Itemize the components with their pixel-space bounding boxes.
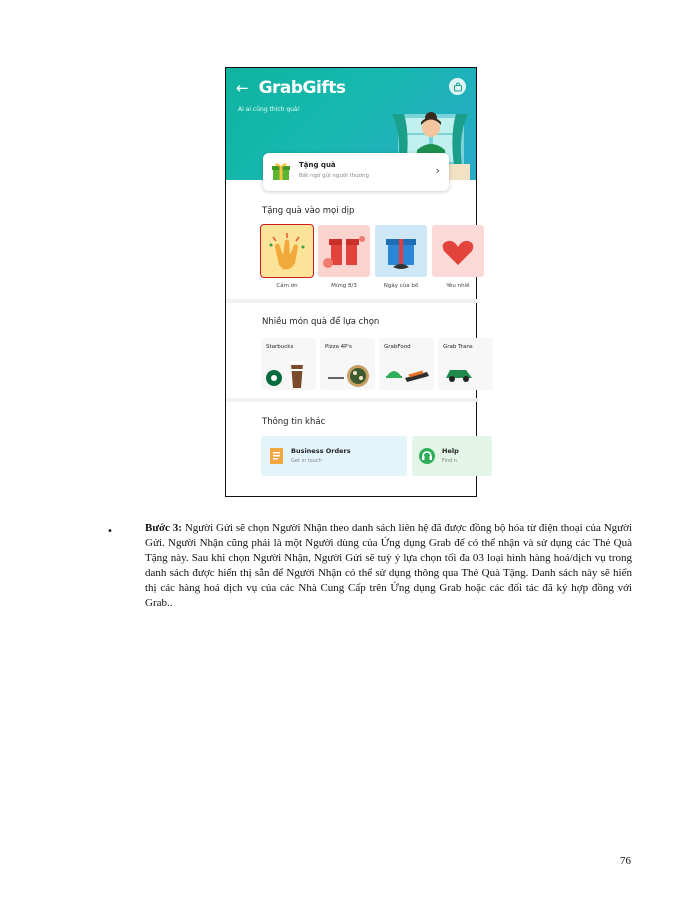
app-logo: GrabGifts — [258, 78, 346, 98]
starbucks-icon — [265, 358, 313, 388]
product-name: Pizza 4P's — [325, 344, 352, 350]
gift-bag-icon[interactable] — [449, 78, 466, 95]
back-arrow-icon[interactable]: ← — [236, 78, 249, 97]
products-section-title: Nhiều món quà để lựa chọn — [262, 317, 380, 327]
gift-box-icon — [271, 161, 291, 181]
business-orders-title: Business Orders — [291, 447, 351, 455]
page-number: 76 — [620, 855, 631, 867]
product-grab-transport[interactable] — [438, 338, 493, 390]
occasions-section-title: Tặng quà vào mọi dịp — [262, 206, 355, 216]
red-gift-icon — [318, 225, 370, 277]
step-paragraph — [145, 521, 632, 611]
tagline: Ai ai cũng thích quà! — [238, 106, 301, 113]
product-grabfood[interactable] — [379, 338, 434, 390]
occasions-carousel — [261, 225, 470, 295]
occasion-thank-you[interactable] — [261, 225, 313, 289]
headset-icon — [418, 447, 436, 465]
occasion-label: Ngày của bố — [383, 283, 419, 289]
pizza-icon — [326, 360, 372, 388]
help-card[interactable] — [412, 436, 492, 476]
occasion-womens-day[interactable] — [318, 225, 370, 289]
send-gift-subtitle: Bất ngờ gửi người thương — [299, 173, 369, 179]
blue-gift-icon — [375, 225, 427, 277]
occasion-label: Cảm ơn — [276, 283, 298, 289]
product-pizza-4ps[interactable] — [320, 338, 375, 390]
business-orders-card[interactable] — [261, 436, 407, 476]
occasion-fathers-day[interactable] — [375, 225, 427, 289]
clapping-hands-icon — [261, 225, 313, 277]
chevron-right-icon: › — [435, 164, 440, 177]
business-orders-subtitle: Get in touch — [291, 458, 322, 464]
product-name: GrabFood — [384, 344, 411, 350]
step-label: Bước 3: — [145, 522, 182, 534]
document-icon — [268, 447, 286, 465]
help-title: Help — [442, 447, 459, 455]
product-name: Starbucks — [266, 344, 294, 350]
bullet-point: • — [107, 526, 113, 537]
heart-icon — [432, 225, 484, 277]
send-gift-title: Tặng quà — [299, 161, 336, 169]
occasion-label: Mừng 8/3 — [331, 283, 357, 289]
product-name: Grab Trans — [443, 344, 473, 350]
products-carousel — [261, 338, 478, 393]
step-text: Người Gửi sẽ chọn Người Nhận theo danh sách liên hệ đã được đồng bộ hóa từ điện thoại của Người Gửi. Người Nhận cũng phải là một Người dùng của Ứng dụng Grab để có thể nhận và sử dụng các Thẻ Quà Tặng này. Sau khi chọn Người Nhận, Người Gửi sẽ tuỳ ý lựa chọn tối đa 03 loại hình hàng hoá/dịch vụ trong danh sách được hiển thị sẵn để Người Nhận có thể sử dụng thông qua Thẻ Quà Tặng. Danh sách này sẽ hiển thị các hàng hoá dịch vụ của các Nhà Cung Cấp trên Ứng dụng Grab hoặc các đối tác đã ký hợp đồng với Grab.. — [145, 522, 633, 609]
section-divider — [226, 299, 478, 303]
send-gift-card[interactable] — [263, 153, 449, 191]
occasion-love[interactable] — [432, 225, 484, 289]
grabfood-icon — [383, 362, 431, 386]
info-cards — [261, 436, 478, 476]
car-icon — [444, 364, 474, 384]
info-section-title: Thông tin khác — [262, 417, 326, 427]
section-divider — [226, 398, 478, 402]
help-subtitle: Find n — [442, 458, 458, 464]
app-screenshot — [225, 67, 477, 497]
occasion-label: Yêu nhiề — [446, 283, 470, 289]
product-starbucks[interactable] — [261, 338, 316, 390]
header-bar — [236, 78, 345, 98]
